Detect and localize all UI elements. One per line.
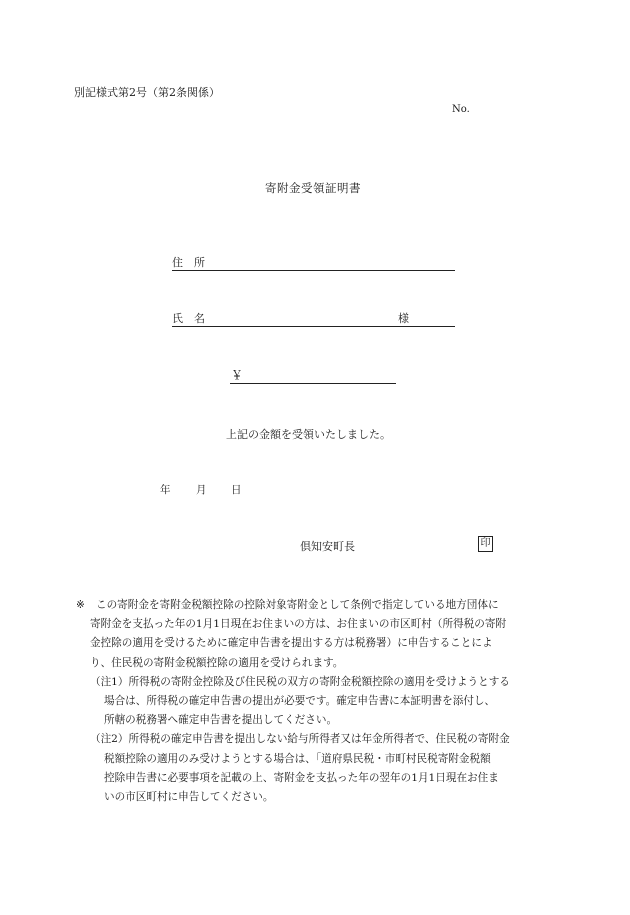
document-number-label: No. bbox=[452, 104, 470, 115]
date-day-label: 日 bbox=[231, 484, 242, 496]
main-note-line: この寄附金を寄附金税額控除の控除対象寄附金として条例で指定している地方団体に bbox=[96, 599, 499, 611]
date-month-label: 月 bbox=[196, 484, 207, 496]
main-note-line: 寄附金を支払った年の1月1日現在お住まいの方は、お住まいの市区町村（所得税の寄附 bbox=[90, 618, 507, 631]
main-note bbox=[76, 596, 562, 673]
name-label: 氏 名 bbox=[172, 312, 205, 325]
amount-underline bbox=[230, 367, 396, 384]
note-1-line: （注1）所得税の寄附金控除及び住民税の双方の寄附金税額控除の適用を受けようとする bbox=[90, 675, 510, 688]
note-1-line: 場合は、所得税の確定申告書の提出が必要です。確定申告書に本証明書を添付し、 bbox=[104, 695, 496, 708]
note-1 bbox=[76, 673, 562, 731]
note-asterisk: ※ bbox=[76, 599, 85, 611]
yen-symbol: ￥ bbox=[231, 368, 244, 382]
note-1-line: 所轄の税務署へ確定申告書を提出してください。 bbox=[104, 714, 338, 727]
form-number: 別記様式第2号（第2条関係） bbox=[74, 86, 220, 99]
honorific-label: 様 bbox=[398, 312, 409, 325]
main-note-line: 金控除の適用を受けるために確定申告書を提出する方は税務署）に申告することによ bbox=[90, 637, 493, 650]
note-2-line: 税額控除の適用のみ受けようとする場合は、「道府県民税・市町村民税寄附金税額 bbox=[104, 752, 491, 765]
note-2-line: 控除申告書に必要事項を記載の上、寄附金を支払った年の翌年の1月1日現在お住ま bbox=[104, 771, 499, 784]
date-year-label: 年 bbox=[160, 484, 171, 496]
document-title: 寄附金受領証明書 bbox=[265, 181, 361, 195]
note-2-line: いの市区町村に申告してください。 bbox=[104, 791, 274, 804]
name-underline bbox=[172, 310, 455, 327]
seal-mark: 印 bbox=[478, 536, 493, 552]
issuer-mayor: 倶知安町長 bbox=[300, 540, 355, 553]
notes-section bbox=[76, 596, 562, 807]
received-statement: 上記の金額を受領いたしました。 bbox=[226, 428, 391, 441]
note-2 bbox=[76, 730, 562, 807]
address-underline bbox=[172, 254, 455, 271]
note-2-line: （注2）所得税の確定申告書を提出しない給与所得者又は年金所得者で、住民税の寄附金 bbox=[90, 733, 510, 746]
main-note-line: り、住民税の寄附金税額控除の適用を受けられます。 bbox=[90, 656, 344, 669]
address-label: 住 所 bbox=[172, 256, 205, 269]
